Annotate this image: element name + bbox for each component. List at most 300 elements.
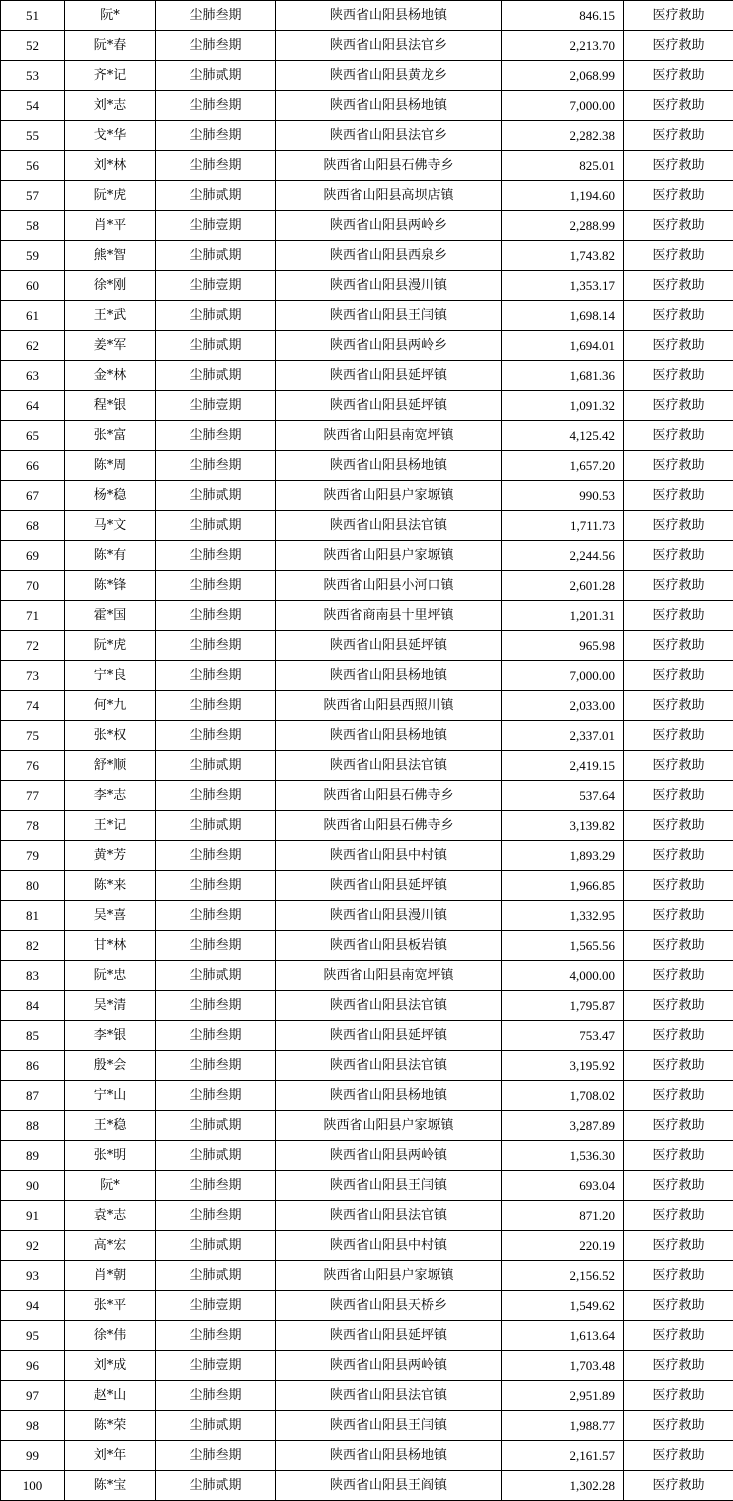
aid-type-cell: 医疗救助	[624, 421, 733, 451]
address-cell: 陕西省山阳县延坪镇	[276, 1021, 502, 1051]
stage-cell: 尘肺叁期	[156, 121, 276, 151]
address-cell: 陕西省山阳县杨地镇	[276, 1441, 502, 1471]
stage-cell: 尘肺贰期	[156, 751, 276, 781]
stage-cell: 尘肺贰期	[156, 1261, 276, 1291]
amount-cell: 1,194.60	[502, 181, 624, 211]
amount-cell: 537.64	[502, 781, 624, 811]
name-cell: 金*林	[65, 361, 156, 391]
row-number-cell: 86	[1, 1051, 65, 1081]
address-cell: 陕西省山阳县延坪镇	[276, 361, 502, 391]
address-cell: 陕西省山阳县杨地镇	[276, 1081, 502, 1111]
stage-cell: 尘肺叁期	[156, 661, 276, 691]
table-body	[1, 1, 733, 1501]
name-cell: 王*记	[65, 811, 156, 841]
aid-type-cell: 医疗救助	[624, 31, 733, 61]
stage-cell: 尘肺壹期	[156, 391, 276, 421]
name-cell: 徐*伟	[65, 1321, 156, 1351]
aid-type-cell: 医疗救助	[624, 1111, 733, 1141]
aid-type-cell: 医疗救助	[624, 1, 733, 31]
table-row	[1, 31, 733, 61]
amount-cell: 7,000.00	[502, 661, 624, 691]
name-cell: 王*武	[65, 301, 156, 331]
stage-cell: 尘肺叁期	[156, 601, 276, 631]
table-row	[1, 991, 733, 1021]
stage-cell: 尘肺叁期	[156, 901, 276, 931]
address-cell: 陕西省山阳县南宽坪镇	[276, 961, 502, 991]
address-cell: 陕西省山阳县两岭镇	[276, 1351, 502, 1381]
aid-type-cell: 医疗救助	[624, 1381, 733, 1411]
amount-cell: 4,125.42	[502, 421, 624, 451]
amount-cell: 2,337.01	[502, 721, 624, 751]
address-cell: 陕西省山阳县杨地镇	[276, 721, 502, 751]
table-row	[1, 181, 733, 211]
row-number-cell: 99	[1, 1441, 65, 1471]
amount-cell: 990.53	[502, 481, 624, 511]
address-cell: 陕西省山阳县户家塬镇	[276, 481, 502, 511]
row-number-cell: 97	[1, 1381, 65, 1411]
name-cell: 齐*记	[65, 61, 156, 91]
amount-cell: 3,287.89	[502, 1111, 624, 1141]
name-cell: 张*权	[65, 721, 156, 751]
name-cell: 吴*清	[65, 991, 156, 1021]
table-row	[1, 1231, 733, 1261]
aid-type-cell: 医疗救助	[624, 1171, 733, 1201]
amount-cell: 2,288.99	[502, 211, 624, 241]
name-cell: 阮*虎	[65, 631, 156, 661]
amount-cell: 3,195.92	[502, 1051, 624, 1081]
table-row	[1, 931, 733, 961]
row-number-cell: 82	[1, 931, 65, 961]
row-number-cell: 98	[1, 1411, 65, 1441]
address-cell: 陕西省山阳县天桥乡	[276, 1291, 502, 1321]
row-number-cell: 61	[1, 301, 65, 331]
amount-cell: 220.19	[502, 1231, 624, 1261]
stage-cell: 尘肺贰期	[156, 481, 276, 511]
stage-cell: 尘肺叁期	[156, 1081, 276, 1111]
aid-type-cell: 医疗救助	[624, 211, 733, 241]
amount-cell: 1,893.29	[502, 841, 624, 871]
table-row	[1, 421, 733, 451]
address-cell: 陕西省山阳县户家塬镇	[276, 1111, 502, 1141]
stage-cell: 尘肺叁期	[156, 91, 276, 121]
aid-type-cell: 医疗救助	[624, 1201, 733, 1231]
address-cell: 陕西省山阳县两岭乡	[276, 331, 502, 361]
stage-cell: 尘肺叁期	[156, 451, 276, 481]
aid-type-cell: 医疗救助	[624, 1471, 733, 1501]
table-row	[1, 1441, 733, 1471]
row-number-cell: 64	[1, 391, 65, 421]
amount-cell: 2,156.52	[502, 1261, 624, 1291]
name-cell: 刘*年	[65, 1441, 156, 1471]
stage-cell: 尘肺叁期	[156, 1051, 276, 1081]
name-cell: 陈*荣	[65, 1411, 156, 1441]
address-cell: 陕西省山阳县王闫镇	[276, 1411, 502, 1441]
aid-type-cell: 医疗救助	[624, 961, 733, 991]
amount-cell: 1,565.56	[502, 931, 624, 961]
table-row	[1, 1171, 733, 1201]
stage-cell: 尘肺贰期	[156, 961, 276, 991]
aid-type-cell: 医疗救助	[624, 661, 733, 691]
amount-cell: 1,332.95	[502, 901, 624, 931]
aid-type-cell: 医疗救助	[624, 571, 733, 601]
name-cell: 阮*	[65, 1, 156, 31]
aid-type-cell: 医疗救助	[624, 391, 733, 421]
stage-cell: 尘肺贰期	[156, 1231, 276, 1261]
row-number-cell: 93	[1, 1261, 65, 1291]
table-row	[1, 571, 733, 601]
table-row	[1, 1081, 733, 1111]
aid-type-cell: 医疗救助	[624, 691, 733, 721]
row-number-cell: 68	[1, 511, 65, 541]
table-row	[1, 1021, 733, 1051]
aid-type-cell: 医疗救助	[624, 601, 733, 631]
name-cell: 高*宏	[65, 1231, 156, 1261]
table-row	[1, 901, 733, 931]
stage-cell: 尘肺叁期	[156, 541, 276, 571]
table-row	[1, 1321, 733, 1351]
row-number-cell: 84	[1, 991, 65, 1021]
row-number-cell: 74	[1, 691, 65, 721]
address-cell: 陕西省山阳县法官镇	[276, 1051, 502, 1081]
stage-cell: 尘肺贰期	[156, 1141, 276, 1171]
row-number-cell: 63	[1, 361, 65, 391]
table-row	[1, 361, 733, 391]
stage-cell: 尘肺叁期	[156, 1, 276, 31]
table-row	[1, 151, 733, 181]
table-row	[1, 1051, 733, 1081]
stage-cell: 尘肺叁期	[156, 151, 276, 181]
amount-cell: 2,213.70	[502, 31, 624, 61]
table-row	[1, 871, 733, 901]
stage-cell: 尘肺贰期	[156, 331, 276, 361]
stage-cell: 尘肺贰期	[156, 1471, 276, 1501]
row-number-cell: 58	[1, 211, 65, 241]
amount-cell: 2,244.56	[502, 541, 624, 571]
table-row	[1, 451, 733, 481]
stage-cell: 尘肺叁期	[156, 1171, 276, 1201]
stage-cell: 尘肺叁期	[156, 781, 276, 811]
table-row	[1, 511, 733, 541]
aid-type-cell: 医疗救助	[624, 241, 733, 271]
address-cell: 陕西省山阳县延坪镇	[276, 871, 502, 901]
stage-cell: 尘肺贰期	[156, 181, 276, 211]
name-cell: 阮*忠	[65, 961, 156, 991]
table-row	[1, 1201, 733, 1231]
address-cell: 陕西省山阳县漫川镇	[276, 271, 502, 301]
table-row	[1, 841, 733, 871]
stage-cell: 尘肺叁期	[156, 31, 276, 61]
aid-type-cell: 医疗救助	[624, 751, 733, 781]
aid-type-cell: 医疗救助	[624, 841, 733, 871]
row-number-cell: 65	[1, 421, 65, 451]
row-number-cell: 60	[1, 271, 65, 301]
stage-cell: 尘肺贰期	[156, 301, 276, 331]
aid-type-cell: 医疗救助	[624, 1411, 733, 1441]
stage-cell: 尘肺叁期	[156, 1201, 276, 1231]
amount-cell: 693.04	[502, 1171, 624, 1201]
amount-cell: 1,711.73	[502, 511, 624, 541]
row-number-cell: 72	[1, 631, 65, 661]
name-cell: 陈*周	[65, 451, 156, 481]
table-row	[1, 121, 733, 151]
table-row	[1, 61, 733, 91]
row-number-cell: 83	[1, 961, 65, 991]
table-row	[1, 661, 733, 691]
amount-cell: 1,613.64	[502, 1321, 624, 1351]
name-cell: 陈*宝	[65, 1471, 156, 1501]
row-number-cell: 62	[1, 331, 65, 361]
name-cell: 张*富	[65, 421, 156, 451]
stage-cell: 尘肺壹期	[156, 211, 276, 241]
aid-type-cell: 医疗救助	[624, 991, 733, 1021]
aid-type-cell: 医疗救助	[624, 91, 733, 121]
name-cell: 黄*芳	[65, 841, 156, 871]
table-row	[1, 1261, 733, 1291]
stage-cell: 尘肺叁期	[156, 871, 276, 901]
row-number-cell: 91	[1, 1201, 65, 1231]
amount-cell: 1,795.87	[502, 991, 624, 1021]
row-number-cell: 66	[1, 451, 65, 481]
table-row	[1, 961, 733, 991]
table-row	[1, 331, 733, 361]
amount-cell: 2,951.89	[502, 1381, 624, 1411]
address-cell: 陕西省山阳县王阎镇	[276, 1471, 502, 1501]
row-number-cell: 95	[1, 1321, 65, 1351]
aid-type-cell: 医疗救助	[624, 1021, 733, 1051]
name-cell: 程*银	[65, 391, 156, 421]
name-cell: 陈*锋	[65, 571, 156, 601]
row-number-cell: 69	[1, 541, 65, 571]
aid-type-cell: 医疗救助	[624, 1321, 733, 1351]
address-cell: 陕西省山阳县两岭乡	[276, 211, 502, 241]
name-cell: 张*明	[65, 1141, 156, 1171]
amount-cell: 2,033.00	[502, 691, 624, 721]
table-row	[1, 91, 733, 121]
address-cell: 陕西省山阳县高坝店镇	[276, 181, 502, 211]
aid-type-cell: 医疗救助	[624, 1231, 733, 1261]
address-cell: 陕西省山阳县法官镇	[276, 1201, 502, 1231]
amount-cell: 1,694.01	[502, 331, 624, 361]
stage-cell: 尘肺叁期	[156, 1441, 276, 1471]
table-row	[1, 1291, 733, 1321]
table-row	[1, 481, 733, 511]
aid-type-cell: 医疗救助	[624, 871, 733, 901]
row-number-cell: 100	[1, 1471, 65, 1501]
amount-cell: 753.47	[502, 1021, 624, 1051]
address-cell: 陕西省山阳县王闫镇	[276, 301, 502, 331]
address-cell: 陕西省山阳县法官镇	[276, 991, 502, 1021]
stage-cell: 尘肺叁期	[156, 631, 276, 661]
row-number-cell: 70	[1, 571, 65, 601]
stage-cell: 尘肺叁期	[156, 571, 276, 601]
row-number-cell: 55	[1, 121, 65, 151]
amount-cell: 2,068.99	[502, 61, 624, 91]
stage-cell: 尘肺贰期	[156, 1411, 276, 1441]
row-number-cell: 96	[1, 1351, 65, 1381]
amount-cell: 1,549.62	[502, 1291, 624, 1321]
name-cell: 姜*军	[65, 331, 156, 361]
address-cell: 陕西省山阳县小河口镇	[276, 571, 502, 601]
amount-cell: 1,988.77	[502, 1411, 624, 1441]
aid-type-cell: 医疗救助	[624, 1141, 733, 1171]
stage-cell: 尘肺叁期	[156, 841, 276, 871]
row-number-cell: 87	[1, 1081, 65, 1111]
aid-type-cell: 医疗救助	[624, 931, 733, 961]
address-cell: 陕西省山阳县延坪镇	[276, 1321, 502, 1351]
name-cell: 袁*志	[65, 1201, 156, 1231]
amount-cell: 1,657.20	[502, 451, 624, 481]
table-row	[1, 1381, 733, 1411]
name-cell: 徐*刚	[65, 271, 156, 301]
stage-cell: 尘肺贰期	[156, 511, 276, 541]
address-cell: 陕西省山阳县中村镇	[276, 841, 502, 871]
name-cell: 李*银	[65, 1021, 156, 1051]
table-row	[1, 271, 733, 301]
stage-cell: 尘肺叁期	[156, 721, 276, 751]
amount-cell: 1,353.17	[502, 271, 624, 301]
stage-cell: 尘肺叁期	[156, 991, 276, 1021]
table-row	[1, 391, 733, 421]
aid-type-cell: 医疗救助	[624, 301, 733, 331]
stage-cell: 尘肺壹期	[156, 271, 276, 301]
amount-cell: 1,091.32	[502, 391, 624, 421]
table-row	[1, 1, 733, 31]
row-number-cell: 79	[1, 841, 65, 871]
aid-type-cell: 医疗救助	[624, 271, 733, 301]
row-number-cell: 51	[1, 1, 65, 31]
table-row	[1, 1411, 733, 1441]
aid-type-cell: 医疗救助	[624, 511, 733, 541]
row-number-cell: 54	[1, 91, 65, 121]
row-number-cell: 92	[1, 1231, 65, 1261]
row-number-cell: 56	[1, 151, 65, 181]
stage-cell: 尘肺叁期	[156, 691, 276, 721]
table-row	[1, 1351, 733, 1381]
amount-cell: 1,703.48	[502, 1351, 624, 1381]
name-cell: 李*志	[65, 781, 156, 811]
stage-cell: 尘肺叁期	[156, 1021, 276, 1051]
stage-cell: 尘肺贰期	[156, 1111, 276, 1141]
address-cell: 陕西省山阳县中村镇	[276, 1231, 502, 1261]
amount-cell: 825.01	[502, 151, 624, 181]
address-cell: 陕西省山阳县西泉乡	[276, 241, 502, 271]
aid-type-cell: 医疗救助	[624, 1351, 733, 1381]
name-cell: 赵*山	[65, 1381, 156, 1411]
address-cell: 陕西省山阳县户家塬镇	[276, 1261, 502, 1291]
amount-cell: 1,698.14	[502, 301, 624, 331]
table-row	[1, 541, 733, 571]
address-cell: 陕西省山阳县南宽坪镇	[276, 421, 502, 451]
address-cell: 陕西省山阳县杨地镇	[276, 1, 502, 31]
name-cell: 陈*有	[65, 541, 156, 571]
stage-cell: 尘肺贰期	[156, 61, 276, 91]
address-cell: 陕西省山阳县法官镇	[276, 511, 502, 541]
name-cell: 甘*林	[65, 931, 156, 961]
stage-cell: 尘肺叁期	[156, 1321, 276, 1351]
table-row	[1, 691, 733, 721]
address-cell: 陕西省山阳县法官镇	[276, 1381, 502, 1411]
stage-cell: 尘肺壹期	[156, 1291, 276, 1321]
aid-type-cell: 医疗救助	[624, 1081, 733, 1111]
aid-type-cell: 医疗救助	[624, 451, 733, 481]
address-cell: 陕西省山阳县延坪镇	[276, 631, 502, 661]
address-cell: 陕西省山阳县法官镇	[276, 751, 502, 781]
table-row	[1, 781, 733, 811]
aid-type-cell: 医疗救助	[624, 1051, 733, 1081]
amount-cell: 3,139.82	[502, 811, 624, 841]
amount-cell: 1,201.31	[502, 601, 624, 631]
table-row	[1, 751, 733, 781]
amount-cell: 1,743.82	[502, 241, 624, 271]
amount-cell: 2,282.38	[502, 121, 624, 151]
name-cell: 宁*山	[65, 1081, 156, 1111]
row-number-cell: 59	[1, 241, 65, 271]
address-cell: 陕西省山阳县石佛寺乡	[276, 151, 502, 181]
aid-type-cell: 医疗救助	[624, 901, 733, 931]
address-cell: 陕西省山阳县西照川镇	[276, 691, 502, 721]
aid-type-cell: 医疗救助	[624, 1261, 733, 1291]
aid-type-cell: 医疗救助	[624, 181, 733, 211]
aid-type-cell: 医疗救助	[624, 481, 733, 511]
stage-cell: 尘肺贰期	[156, 241, 276, 271]
row-number-cell: 71	[1, 601, 65, 631]
row-number-cell: 81	[1, 901, 65, 931]
stage-cell: 尘肺叁期	[156, 1381, 276, 1411]
name-cell: 马*文	[65, 511, 156, 541]
name-cell: 戈*华	[65, 121, 156, 151]
row-number-cell: 88	[1, 1111, 65, 1141]
table-row	[1, 1471, 733, 1501]
name-cell: 阮*虎	[65, 181, 156, 211]
aid-type-cell: 医疗救助	[624, 61, 733, 91]
table-row	[1, 631, 733, 661]
name-cell: 杨*稳	[65, 481, 156, 511]
aid-type-cell: 医疗救助	[624, 811, 733, 841]
amount-cell: 4,000.00	[502, 961, 624, 991]
row-number-cell: 57	[1, 181, 65, 211]
stage-cell: 尘肺叁期	[156, 931, 276, 961]
name-cell: 舒*顺	[65, 751, 156, 781]
amount-cell: 846.15	[502, 1, 624, 31]
address-cell: 陕西省山阳县杨地镇	[276, 661, 502, 691]
address-cell: 陕西省山阳县户家塬镇	[276, 541, 502, 571]
name-cell: 霍*国	[65, 601, 156, 631]
stage-cell: 尘肺叁期	[156, 421, 276, 451]
table-row	[1, 211, 733, 241]
name-cell: 陈*来	[65, 871, 156, 901]
amount-cell: 2,601.28	[502, 571, 624, 601]
address-cell: 陕西省山阳县石佛寺乡	[276, 811, 502, 841]
amount-cell: 1,681.36	[502, 361, 624, 391]
address-cell: 陕西省山阳县延坪镇	[276, 391, 502, 421]
name-cell: 吴*喜	[65, 901, 156, 931]
table-row	[1, 1111, 733, 1141]
aid-type-cell: 医疗救助	[624, 121, 733, 151]
amount-cell: 965.98	[502, 631, 624, 661]
row-number-cell: 75	[1, 721, 65, 751]
name-cell: 宁*良	[65, 661, 156, 691]
name-cell: 阮*	[65, 1171, 156, 1201]
aid-type-cell: 医疗救助	[624, 1441, 733, 1471]
amount-cell: 7,000.00	[502, 91, 624, 121]
name-cell: 王*稳	[65, 1111, 156, 1141]
table-row	[1, 1141, 733, 1171]
table-row	[1, 601, 733, 631]
name-cell: 殷*会	[65, 1051, 156, 1081]
aid-type-cell: 医疗救助	[624, 1291, 733, 1321]
stage-cell: 尘肺壹期	[156, 1351, 276, 1381]
address-cell: 陕西省山阳县王闫镇	[276, 1171, 502, 1201]
